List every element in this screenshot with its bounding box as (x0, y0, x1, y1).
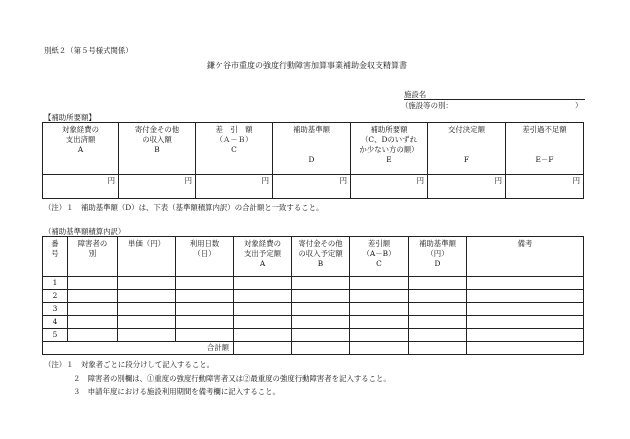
standard-amount-cell[interactable] (409, 303, 467, 316)
table-row (43, 303, 584, 316)
col-header-b: 寄付金その他 の収入額 B (119, 123, 196, 175)
person-type-cell[interactable] (68, 316, 118, 329)
remarks-cell[interactable] (467, 290, 584, 303)
difference-cell[interactable] (350, 277, 409, 290)
row-number: 4 (43, 316, 68, 329)
unit-price-cell[interactable] (118, 329, 176, 342)
planned-expense-cell[interactable] (234, 290, 292, 303)
total-row (43, 342, 584, 355)
col-header-d: 補助基準額 D (273, 123, 351, 175)
section2-note-3: ３ 申請年度における施設利用期間を備考欄に記入すること。 (73, 387, 280, 396)
unit-price-cell[interactable] (118, 316, 176, 329)
standard-amount-cell[interactable] (409, 290, 467, 303)
difference-cell[interactable] (350, 329, 409, 342)
planned-income-cell[interactable] (292, 316, 350, 329)
planned-income-cell[interactable] (292, 290, 350, 303)
row-number: 3 (43, 303, 68, 316)
value-cell-ef[interactable]: 円 (506, 175, 584, 199)
col-header-c: 差 引 額 （Ａ－Ｂ） C (196, 123, 273, 175)
total-difference-cell[interactable] (350, 342, 409, 355)
remarks-cell[interactable] (467, 316, 584, 329)
unit-price-cell[interactable] (118, 290, 176, 303)
col-header-a: 対象経費の 支出済額 A (43, 123, 119, 175)
facility-type-close: ） (575, 101, 583, 110)
col-header-number: 番 号 (43, 237, 68, 277)
table-row (43, 316, 584, 329)
standard-amount-cell[interactable] (409, 277, 467, 290)
facility-name-label: 施設名 (404, 90, 427, 99)
table-row (43, 290, 584, 303)
difference-cell[interactable] (350, 316, 409, 329)
planned-expense-cell[interactable] (234, 303, 292, 316)
col-header-person-type: 障害者の 別 (68, 237, 118, 277)
standard-amount-breakdown-table (42, 236, 584, 355)
col-header-standard-amount: 補助基準額 （円） D (409, 237, 467, 277)
usage-days-cell[interactable] (176, 329, 234, 342)
planned-expense-cell[interactable] (234, 316, 292, 329)
person-type-cell[interactable] (68, 290, 118, 303)
planned-income-cell[interactable] (292, 277, 350, 290)
remarks-cell[interactable] (467, 277, 584, 290)
usage-days-cell[interactable] (176, 303, 234, 316)
row-number: 2 (43, 290, 68, 303)
document-title: 鎌ケ谷市重度の強度行動障害加算事業補助金収支精算書 (207, 61, 407, 70)
col-header-f: 交付決定額 F (428, 123, 506, 175)
col-header-remarks: 備考 (467, 237, 584, 277)
total-planned-income-cell[interactable] (292, 342, 350, 355)
planned-expense-cell[interactable] (234, 277, 292, 290)
section1-heading: 【補助所要額】 (44, 113, 96, 122)
section2-heading: （補助基準額積算内訳） (44, 227, 126, 236)
person-type-cell[interactable] (68, 277, 118, 290)
standard-amount-cell[interactable] (409, 316, 467, 329)
planned-income-cell[interactable] (292, 303, 350, 316)
row-number: 1 (43, 277, 68, 290)
col-header-usage-days: 利用日数 （日） (176, 237, 234, 277)
remarks-cell[interactable] (467, 329, 584, 342)
facility-type-label: （施設等の別： (401, 101, 453, 110)
table-row (43, 329, 584, 342)
value-cell-a[interactable]: 円 (43, 175, 119, 199)
remarks-cell[interactable] (467, 303, 584, 316)
usage-days-cell[interactable] (176, 277, 234, 290)
usage-days-cell[interactable] (176, 316, 234, 329)
person-type-cell[interactable] (68, 303, 118, 316)
unit-price-cell[interactable] (118, 303, 176, 316)
row-number: 5 (43, 329, 68, 342)
person-type-cell[interactable] (68, 329, 118, 342)
col-header-difference: 差引額 （A－B） C (350, 237, 409, 277)
total-planned-expense-cell[interactable] (234, 342, 292, 355)
col-header-planned-expense: 対象経費の 支出予定額 A (234, 237, 292, 277)
planned-expense-cell[interactable] (234, 329, 292, 342)
difference-cell[interactable] (350, 290, 409, 303)
standard-amount-cell[interactable] (409, 329, 467, 342)
section1-note: （注）１ 補助基準額（D）は、下表（基準額積算内訳）の合計額と一致すること。 (44, 203, 324, 212)
total-remarks-cell[interactable] (467, 342, 584, 355)
col-header-e: 補助所要額 （C、Dのいずれ か少ない方の額） E (351, 123, 428, 175)
total-label: 合計額 (43, 342, 234, 355)
difference-cell[interactable] (350, 303, 409, 316)
form-reference: 別紙２（第５号様式関係） (44, 46, 133, 55)
value-cell-d[interactable]: 円 (273, 175, 351, 199)
value-cell-e[interactable]: 円 (351, 175, 428, 199)
usage-days-cell[interactable] (176, 290, 234, 303)
col-header-unit-price: 単価（円） (118, 237, 176, 277)
subsidy-requirement-table (42, 122, 584, 199)
value-cell-b[interactable]: 円 (119, 175, 196, 199)
section2-note-1: （注）１ 対象者ごとに段分けして記入すること。 (44, 360, 214, 369)
unit-price-cell[interactable] (118, 277, 176, 290)
value-cell-f[interactable]: 円 (428, 175, 506, 199)
col-header-planned-income: 寄付金その他 の収入予定額 B (292, 237, 350, 277)
col-header-ef: 差引過不足額 E－F (506, 123, 584, 175)
planned-income-cell[interactable] (292, 329, 350, 342)
value-cell-c[interactable]: 円 (196, 175, 273, 199)
table-row (43, 277, 584, 290)
total-standard-amount-cell[interactable] (409, 342, 467, 355)
section2-note-2: ２ 障害者の別欄は、①重度の強度行動障害者又は②最重度の強度行動障害者を記入すること。 (73, 374, 391, 383)
